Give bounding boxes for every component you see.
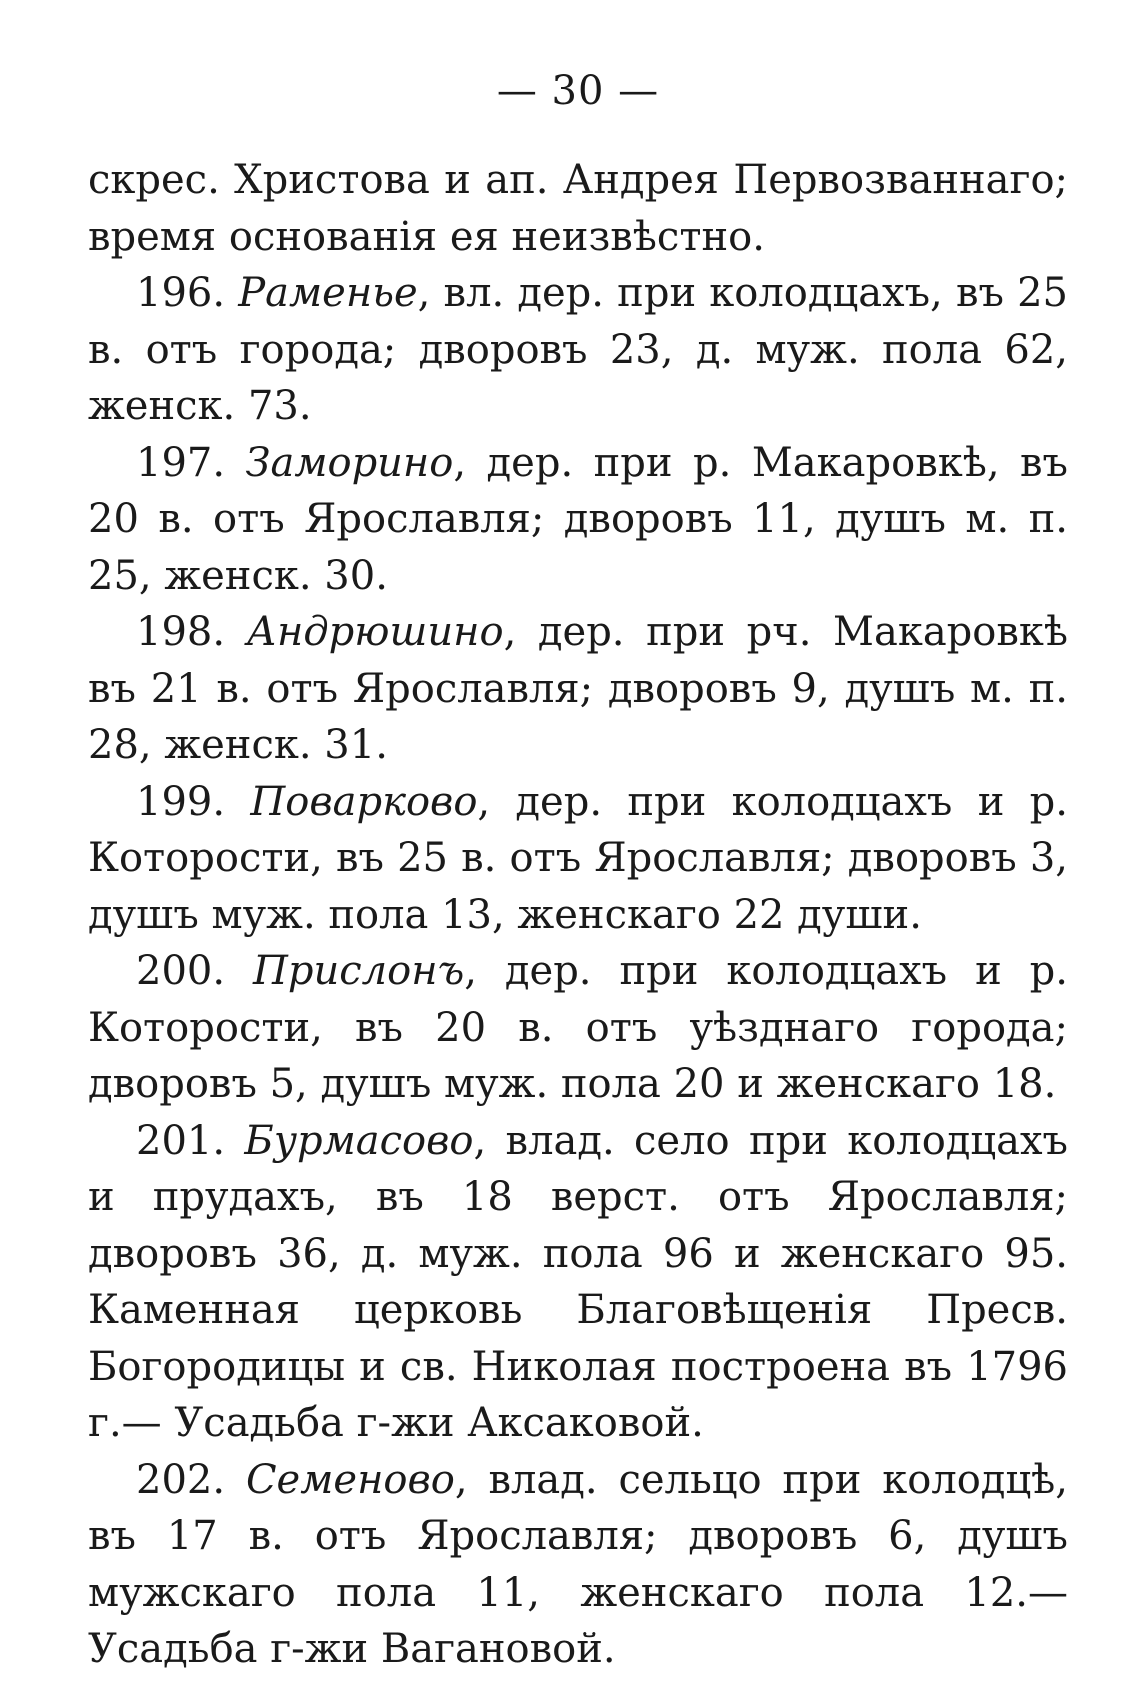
entry-text: , дер. при колодцахъ и р. Которости, въ 25 в. отъ Ярославля; дворовъ 3, душъ муж. пола 13, женскаго 22 души.: [88, 778, 1068, 938]
entry-200: [88, 943, 1068, 1113]
entry-number: 201.: [136, 1117, 226, 1164]
page-number: — 30 —: [496, 68, 660, 114]
entry-place-name: Прислонъ: [253, 948, 465, 994]
entry-place-name: Бурмасово: [244, 1117, 474, 1164]
entry-place-name: Поварково: [250, 778, 478, 825]
entry-number: 199.: [136, 778, 226, 825]
entry-number: 198.: [136, 609, 226, 655]
entry-number: 196.: [136, 270, 226, 316]
entry-text: , дер. при рч. Макаровкѣ въ 21 в. отъ Ярославля; дворовъ 9, душъ м. п. 28, женск. 31.: [88, 609, 1068, 768]
entry-202: [88, 1452, 1068, 1678]
entry-198: [88, 604, 1068, 774]
entry-place-name: Заморино: [245, 439, 454, 486]
entry-197: [88, 435, 1068, 605]
entry-201: [88, 1113, 1068, 1452]
entry-number: 200.: [136, 948, 226, 994]
entry-199: [88, 774, 1068, 944]
entry-place-name: Раменье: [238, 270, 418, 316]
entry-text: , вл. дер. при колодцахъ, въ 25 в. отъ города; дворовъ 23, д. муж. пола 62, женск. 73.: [88, 270, 1069, 429]
entry-place-name: Семеново: [245, 1456, 455, 1503]
document-page: [88, 0, 1068, 1695]
entry-place-name: Андрюшино: [246, 609, 504, 655]
body-text: [88, 152, 1068, 1678]
entry-text: , влад. сельцо при колодцѣ, въ 17 в. отъ Ярославля; дворовъ 6, душъ мужскаго пола 11, женскаго пола 12.—Усадьба г-жи Вагановой.: [88, 1456, 1068, 1672]
entry-text: , влад. село при колодцахъ и прудахъ, въ 18 верст. отъ Ярославля; дворовъ 36, д. муж. пола 96 и женскаго 95. Каменная церковь Благовѣщенія Пресв. Богородицы и св. Николая построена въ 1796 г.— Усадьба г-жи Аксаковой.: [88, 1117, 1069, 1446]
intro-paragraph: скрес. Христова и ап. Андрея Первозваннаго; время основанія ея неизвѣстно.: [88, 157, 1068, 260]
entry-text: , дер. при колодцахъ и р. Которости, въ 20 в. отъ уѣзднаго города; дворовъ 5, душъ муж. пола 20 и женскаго 18.: [88, 948, 1068, 1107]
entry-text: , дер. при р. Макаровкѣ, въ 20 в. отъ Ярославля; дворовъ 11, душъ м. п. 25, женск. 30.: [88, 439, 1068, 599]
entry-number: 197.: [136, 439, 226, 486]
entry-number: 202.: [136, 1456, 226, 1503]
entry-196: [88, 265, 1068, 435]
